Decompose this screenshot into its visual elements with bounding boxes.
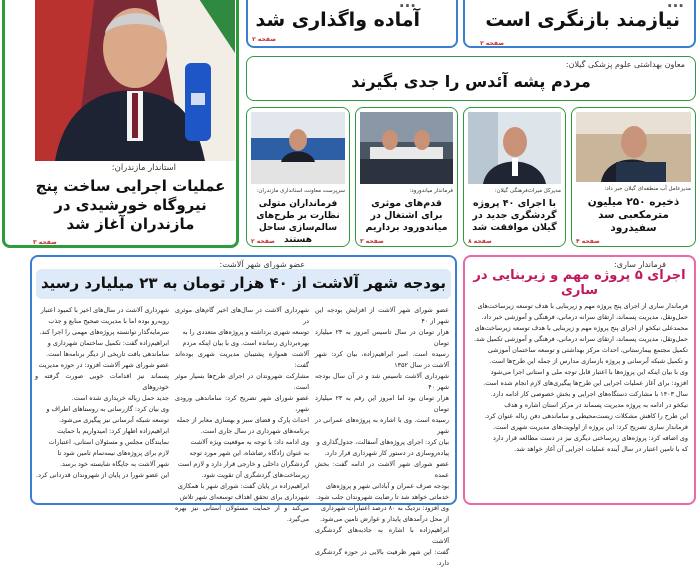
budget-story[interactable] (30, 255, 457, 567)
top-middle-headline: آماده واگذاری شد (255, 9, 420, 31)
budget-headline-banner (36, 269, 451, 299)
budget-column-1: عضو شورای شهر آلاشت از افزایش بودجه این شهر از ۴۰ هزار تومان در سال تاسیس امروز به ۲۳ میلیارد تومان رسیده است. امیر ابراهیم‌زاده، بیان کرد: شهر آلاشت در سال ۱۳۵۲ شهرداری آلاشت تاسیس شد و در آن سال بودجه شهر ۴۰ هزار تومان بود اما امروز این رقم به ۲۳ میلیارد تومان رسیده است. وی با اشاره به پروژه‌های عمرانی در شهر بیان کرد: اجرای پروژه‌های آسفالت، جدول‌گذاری و پیاده‌روسازی در دستور کار شهرداری قرار دارد. عضو شورای شهر آلاشت در ادامه گفت: بخش عمده بودجه صرف عمران و آبادانی شهر و پروژه‌های خدماتی خواهد شد تا رضایت شهروندان جلب شود. وی افزود: نزدیک به ۸۰ درصد اعتبارات شهرداری از محل درآمدهای پایدار و عوارض تامین می‌شود. ابراهیم‌زاده با اشاره به جاذبه‌های گردشگری آلاشت گفت: این شهر ظرفیت بالایی در حوزه گردشگری دارد. (315, 306, 449, 567)
page-reference: صفحه ۴ (576, 238, 600, 245)
feature-kicker: استاندار مازندران: (111, 163, 176, 173)
mini-kicker: فرماندار میاندورود: (409, 188, 453, 194)
mini-kicker: مدیرکل میراث‌فرهنگی گیلان: (494, 188, 561, 194)
mini-headline: فرمانداران متولی نظارت بر طرح‌های سالم‌سازی ساحل هستند (256, 199, 340, 245)
mini-kicker: سرپرست معاونت استانداری مازندران: (256, 188, 345, 194)
mini-story-dam[interactable] (571, 107, 696, 247)
mini-story-coast[interactable] (246, 107, 350, 247)
top-middle-headline-top: ... (398, 0, 416, 11)
page-reference: صفحه ۳ (33, 239, 57, 246)
top-left-story[interactable] (463, 0, 696, 48)
top-left-headline-top: ... (666, 0, 684, 11)
coast-official-photo (251, 112, 345, 184)
mini-kicker: مدیرعامل آب منطقه‌ای گیلان خبر داد: (604, 186, 691, 192)
sari-body: فرماندار ساری از اجرای پنج پروژه مهم و زیربنایی با هدف توسعه زیرساخت‌های حمل‌ونقل، مدیریت پسماند، ارتقای سرانه درمانی، فرهنگی و آموزشی خبر داد. محمدعلی نیکخو از اجرای پنج پروژه مهم و زیربنایی با هدف توسعه زیرساخت‌های حمل‌ونقل، مدیریت پسماند، ارتقای سرانه درمانی، فرهنگی و آموزشی تکمیل شد. تکمیل مجتمع بیمارستانی، احداث مرکز بهداشتی و توسعه ساختمان آموزشی و تکمیل شبکه آبرسانی و پروژه بازسازی مدارس از جمله این طرح‌ها است. وی با بیان اینکه این پروژه‌ها با اعتبار قابل توجه ملی و استانی اجرا می‌شود افزود: برای آغاز عملیات اجرایی این طرح‌ها پیگیری‌های لازم انجام شده است. سال ۱۴۰۳ با مشارکت دستگاه‌های اجرایی و بخش خصوصی کار ادامه دارد. نیکخو در ادامه به پروژه مدیریت پسماند در مرکز استان اشاره و هدف این طرح را کاهش مشکلات زیست‌محیطی و ساماندهی دفن زباله عنوان کرد. فرماندار ساری تصریح کرد: این پروژه از اولویت‌های مدیریت شهری است. وی اضافه کرد: پروژه‌های زیرساختی دیگری نیز در دست مطالعه قرار دارد که با تامین اعتبار در سال آینده عملیات اجرایی آن آغاز خواهد شد. (473, 302, 688, 453)
aedes-story[interactable] (246, 56, 696, 101)
tourism-official-photo (468, 112, 561, 184)
mini-headline: با اجرای ۴۰ پروژه گردشگری جدید در گیلان موافقت شد (472, 198, 557, 233)
mini-headline: ذخیره ۲۵۰ میلیون مترمکعبی سد سفیدرود (587, 196, 680, 234)
feature-story[interactable] (2, 0, 239, 248)
page-reference: صفحه ۳ (360, 238, 384, 245)
aedes-kicker: معاون بهداشتی علوم پزشکی گیلان: (565, 60, 685, 69)
feature-photo (35, 0, 235, 161)
sari-kicker: فرماندار ساری: (614, 260, 666, 269)
sari-story[interactable] (463, 255, 696, 505)
feature-headline: عملیات اجرایی ساخت پنج نیروگاه خورشیدی در مازندران آغاز شد (35, 177, 226, 233)
budget-kicker: عضو شورای شهر آلاشت: (219, 260, 305, 269)
mini-headline: قدم‌های موثری برای اشتغال در میاندورود برداریم (365, 198, 448, 233)
budget-column-2: شهرداری آلاشت در سال‌های اخیر گام‌های موثری در توسعه شهری برداشته و پروژه‌های متعددی را به بهره‌برداری رسانده است. وی با بیان اینکه مردم آلاشت همواره پشتیبان مدیریت شهری بوده‌اند گفت: مشارکت شهروندان در اجرای طرح‌ها بسیار موثر است. عضو شورای شهر تصریح کرد: ساماندهی ورودی شهر، احداث پارک و فضای سبز و بهسازی معابر از جمله برنامه‌های شهرداری در سال جاری است. وی ادامه داد: با توجه به موقعیت ویژه آلاشت به عنوان زادگاه رضاشاه، این شهر مورد توجه گردشگران داخلی و خارجی قرار دارد و لازم است زیرساخت‌های گردشگری آن تقویت شود. ابراهیم‌زاده در پایان گفت: شورای شهر با همکاری شهرداری برای تحقق اهداف توسعه‌ای شهر تلاش می‌کند و از حمایت مسئولان استانی نیز بهره می‌گیرد. (175, 306, 309, 523)
top-left-headline: نیازمند بازنگری است (485, 9, 680, 31)
sari-headline-banner (468, 268, 691, 298)
dam-official-photo (576, 112, 691, 182)
aedes-headline: مردم پشه آئدس را جدی بگیرند (351, 72, 591, 91)
page-reference: صفحه ۲ (252, 36, 276, 43)
mini-story-employment[interactable] (355, 107, 458, 247)
top-middle-story[interactable] (246, 0, 458, 48)
page-reference: صفحه ۸ (468, 238, 492, 245)
budget-column-3: شهرداری آلاشت در سال‌های اخیر با کمبود اعتبار روبه‌رو بوده اما با مدیریت صحیح منابع و جذب سرمایه‌گذار توانسته پروژه‌های مهمی را اجرا کند. ابراهیم‌زاده گفت: تکمیل ساختمان شهرداری و ساماندهی بافت تاریخی از دیگر برنامه‌ها است. عضو شورای شهر آلاشت افزود: در حوزه مدیریت پسماند نیز اقدامات خوبی صورت گرفته و خودروهای جدید حمل زباله خریداری شده است. وی بیان کرد: گازرسانی به روستاهای اطراف و توسعه شبکه آبرسانی نیز پیگیری می‌شود. ابراهیم‌زاده اظهار کرد: امیدواریم با حمایت نمایندگان مجلس و مسئولان استانی، اعتبارات لازم برای پروژه‌های نیمه‌تمام تامین شود تا شهر آلاشت به جایگاه شایسته خود برسد. این عضو شورا در پایان از شهروندان قدردانی کرد. (35, 306, 169, 479)
sari-headline: اجرای ۵ پروژه مهم و زیربنایی در ساری (473, 268, 686, 298)
budget-headline: بودجه شهر آلاشت از ۴۰ هزار تومان به ۲۳ میلیارد رسید (41, 274, 446, 293)
page-reference: صفحه ۲ (251, 238, 275, 245)
mini-story-tourism[interactable] (463, 107, 566, 247)
page-reference: صفحه ۲ (480, 40, 504, 47)
employment-meeting-photo (360, 112, 453, 184)
